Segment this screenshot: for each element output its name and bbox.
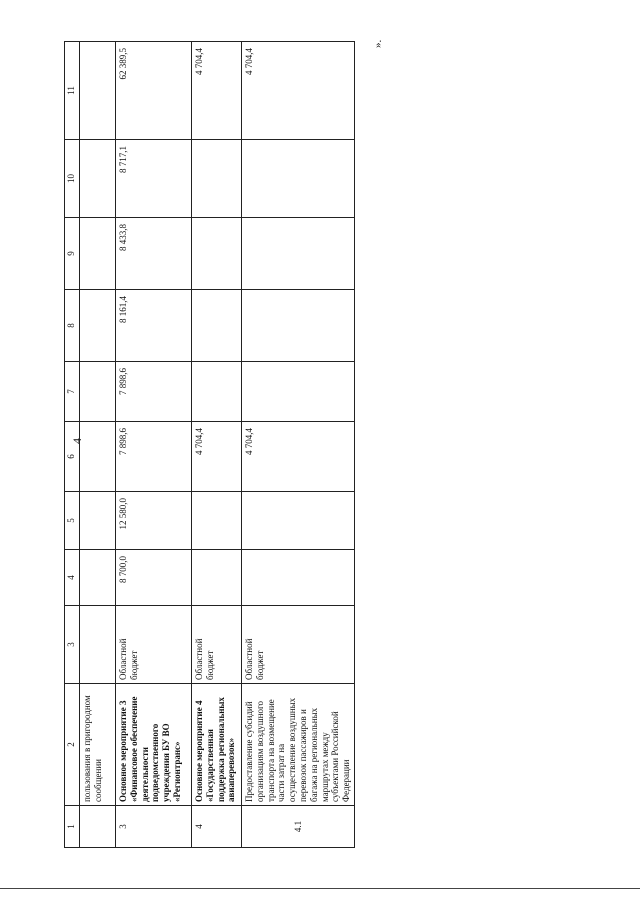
- table-row: [80, 42, 116, 848]
- column-header: 11: [65, 42, 80, 140]
- funding-source: [80, 606, 116, 684]
- value-cell: 8 717,1: [116, 140, 192, 218]
- column-header: 7: [65, 362, 80, 422]
- value-cell: [242, 140, 355, 218]
- value-cell: [80, 492, 116, 550]
- column-header: 4: [65, 550, 80, 606]
- activity-name: Основное мероприятие 3 «Финансовое обеспечение деятельности подведомственного учреждения БУ ВО «Регионтранс»: [116, 684, 192, 806]
- column-header: 2: [65, 684, 80, 806]
- value-cell: [242, 362, 355, 422]
- row-index: 4.1: [242, 806, 355, 848]
- value-cell: [80, 42, 116, 140]
- funding-source: Областной бюджет: [116, 606, 192, 684]
- table-row: [116, 42, 192, 848]
- activity-name: Предоставление субсидий организациям воздушного транспорта на возмещение части затрат на осуществление воздушных перевозок пассажиров и багажа на региональных маршрутах между субъектами Российской Федерации: [242, 684, 355, 806]
- value-cell: 4 704,4: [242, 422, 355, 492]
- table-row: [192, 42, 242, 848]
- column-header: 1: [65, 806, 80, 848]
- value-cell: [192, 290, 242, 362]
- activity-name: пользования в пригородном сообщении: [80, 684, 116, 806]
- closing-quote: ».: [372, 39, 384, 48]
- page-number: 4: [70, 438, 84, 444]
- value-cell: 4 704,4: [192, 422, 242, 492]
- value-cell: 4 704,4: [242, 42, 355, 140]
- value-cell: 8 433,8: [116, 218, 192, 290]
- column-header: 9: [65, 218, 80, 290]
- value-cell: 4 704,4: [192, 42, 242, 140]
- value-cell: [192, 140, 242, 218]
- value-cell: [80, 218, 116, 290]
- value-cell: [242, 290, 355, 362]
- rotated-content: [64, 28, 384, 848]
- budget-table: [64, 41, 355, 848]
- row-index: 4: [192, 806, 242, 848]
- value-cell: [242, 218, 355, 290]
- column-header: 6: [65, 422, 80, 492]
- value-cell: 8 700,0: [116, 550, 192, 606]
- value-cell: 7 898,6: [116, 422, 192, 492]
- row-index: 3: [116, 806, 192, 848]
- value-cell: [80, 362, 116, 422]
- value-cell: [80, 290, 116, 362]
- value-cell: [80, 550, 116, 606]
- value-cell: [80, 422, 116, 492]
- column-header: 3: [65, 606, 80, 684]
- value-cell: 8 161,4: [116, 290, 192, 362]
- value-cell: [192, 218, 242, 290]
- value-cell: 12 580,0: [116, 492, 192, 550]
- row-index: [80, 806, 116, 848]
- value-cell: [80, 140, 116, 218]
- funding-source: Областной бюджет: [242, 606, 355, 684]
- table-row: [242, 42, 355, 848]
- column-header: 10: [65, 140, 80, 218]
- value-cell: 62 389,5: [116, 42, 192, 140]
- value-cell: [192, 492, 242, 550]
- value-cell: [242, 492, 355, 550]
- value-cell: [192, 362, 242, 422]
- scan-edge-line: [0, 888, 640, 889]
- value-cell: [242, 550, 355, 606]
- activity-name: Основное мероприятие 4 «Государственная поддержка региональных авиаперевозок»: [192, 684, 242, 806]
- header-row: [65, 42, 80, 848]
- column-header: 8: [65, 290, 80, 362]
- column-header: 5: [65, 492, 80, 550]
- value-cell: 7 898,6: [116, 362, 192, 422]
- funding-source: Областной бюджет: [192, 606, 242, 684]
- value-cell: [192, 550, 242, 606]
